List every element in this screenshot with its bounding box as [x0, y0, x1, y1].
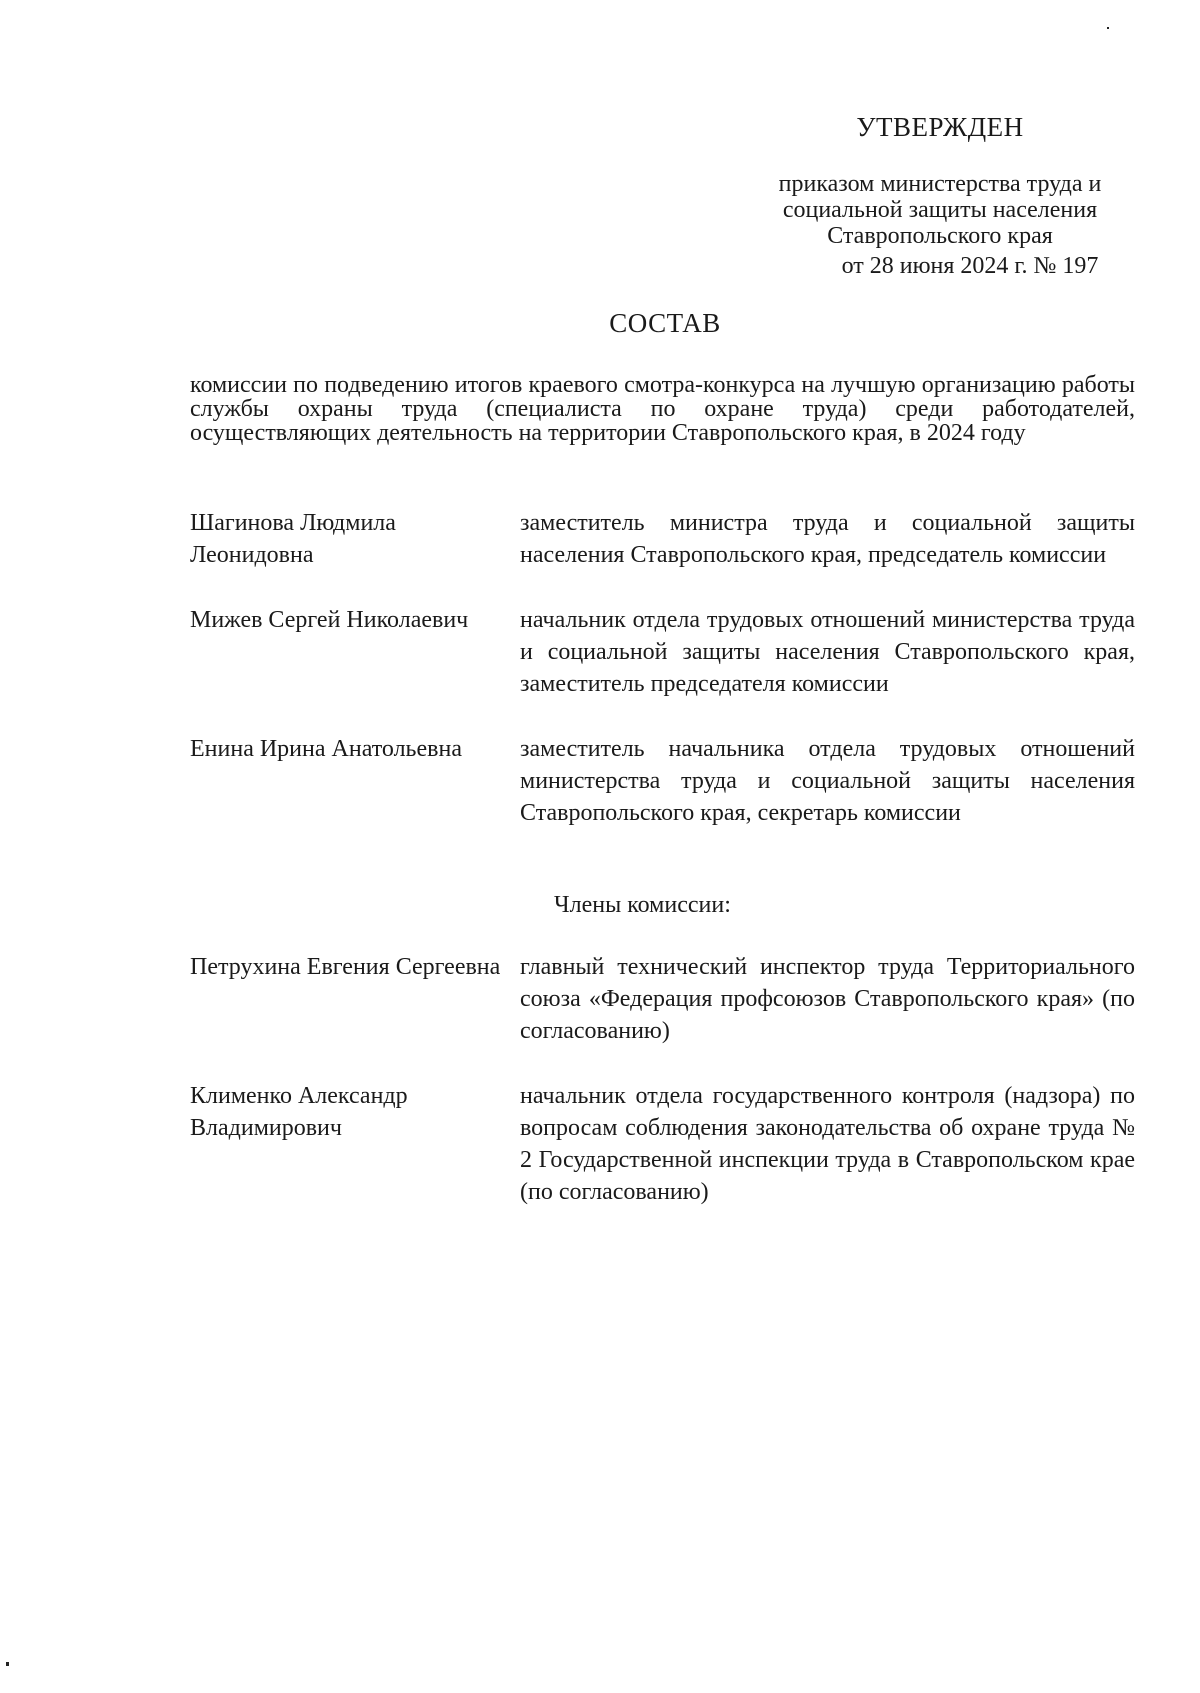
approval-title: УТВЕРЖДЕН — [856, 112, 1024, 142]
commission-secretary — [190, 733, 1135, 829]
approval-line: Ставропольского края — [827, 223, 1053, 249]
approval-date: от 28 июня 2024 г. № 197 — [841, 253, 1099, 279]
scan-artifact — [1107, 27, 1109, 29]
document-subtitle: комиссии по подведению итогов краевого смотра-конкурса на лучшую организацию работы службы охраны труда (специалиста по охране труда) среди работодателей, осуществляющих деятельность на территории Ставропольского края, в 2024 году — [190, 372, 1135, 446]
member-role: начальник отдела трудовых отношений министерства труда и социальной защиты населения Ставропольского края, заместитель председателя комиссии — [520, 607, 1135, 697]
member-name: Енина Ирина Анатольевна — [190, 736, 462, 762]
commission-deputy-chair — [190, 604, 1135, 700]
member-name: Петрухина Евгения Сергеевна — [190, 954, 501, 980]
approval-line: социальной защиты населения — [782, 197, 1098, 223]
commission-member — [190, 951, 1135, 1047]
document-title: СОСТАВ — [609, 308, 721, 338]
commission-chair — [190, 507, 1135, 571]
commission-member — [190, 1080, 1135, 1208]
member-role: заместитель министра труда и социальной защиты населения Ставропольского края, председатель комиссии — [520, 510, 1135, 568]
approval-line: приказом министерства труда и — [778, 171, 1102, 197]
members-heading: Члены комиссии: — [554, 892, 731, 918]
member-name: Шагинова Людмила Леонидовна — [190, 510, 396, 568]
member-name: Клименко Александр Владимирович — [190, 1083, 408, 1141]
member-role: главный технический инспектор труда Территориального союза «Федерация профсоюзов Ставропольского края» (по согласованию) — [520, 954, 1135, 1044]
commission-list — [190, 507, 1135, 1208]
member-name: Мижев Сергей Николаевич — [190, 607, 469, 633]
member-role: заместитель начальника отдела трудовых отношений министерства труда и социальной защиты населения Ставропольского края, секретарь комиссии — [520, 736, 1135, 826]
member-role: начальник отдела государственного контроля (надзора) по вопросам соблюдения законодательства об охране труда № 2 Государственной инспекции труда в Ставропольском крае (по согласованию) — [520, 1083, 1135, 1205]
scan-artifact — [6, 1662, 9, 1666]
approval-block — [740, 112, 1140, 279]
